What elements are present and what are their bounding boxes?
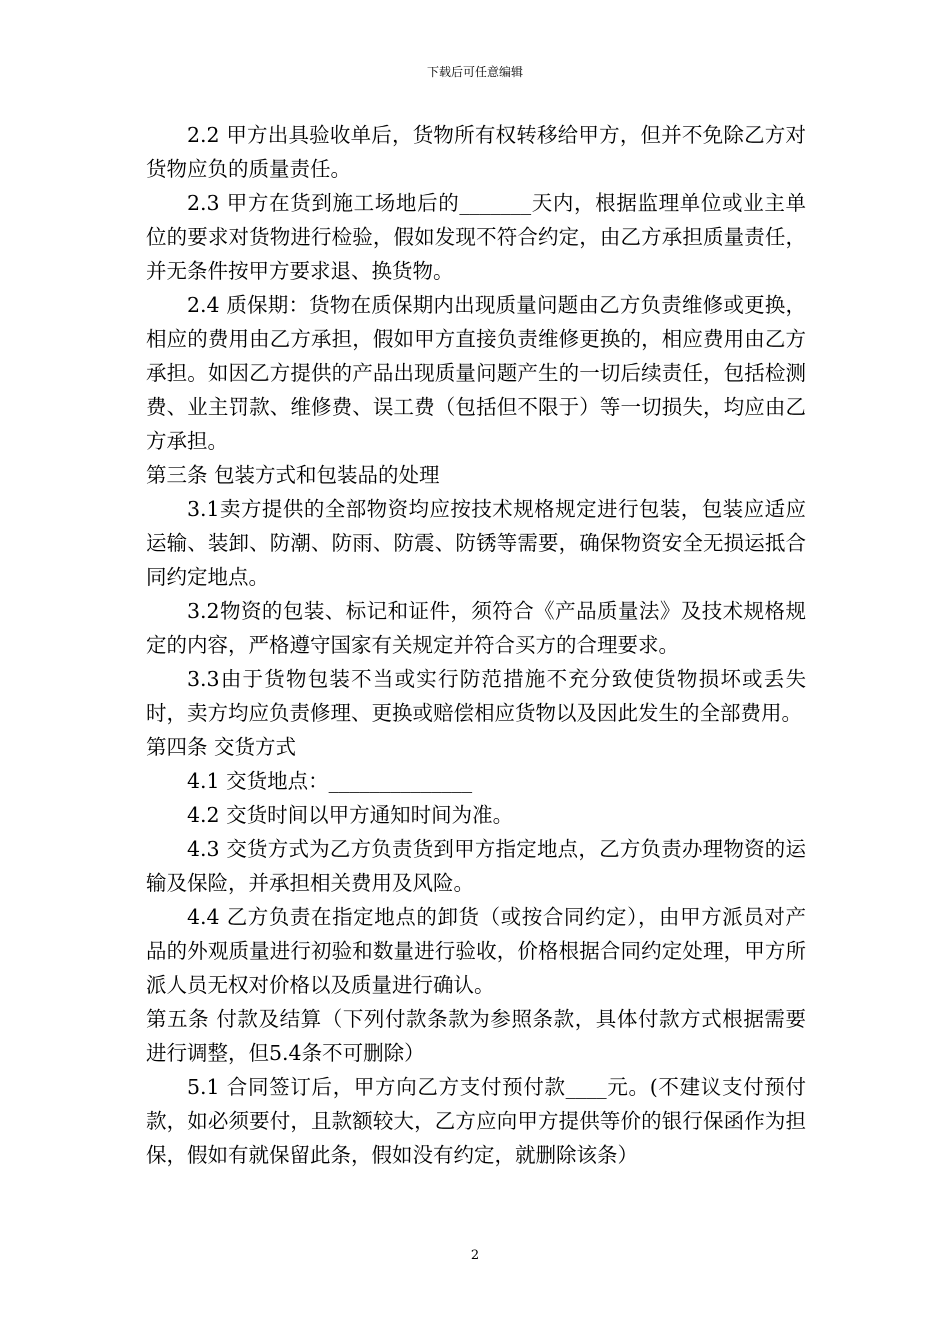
clause-4-4: 4.4 乙方负责在指定地点的卸货（或按合同约定），由甲方派员对产品的外观质量进行初验和数量进行验收，价格根据合同约定处理，甲方所派人员无权对价格以及质量进行确认。	[146, 905, 806, 997]
document-body	[146, 118, 806, 1172]
article-5-heading: 第五条 付款及结算（下列付款条款为参照条款，具体付款方式根据需要进行调整，但5.4条不可删除）	[146, 1007, 806, 1065]
article-4-heading: 第四条 交货方式	[146, 735, 297, 759]
page-number: 2	[470, 1248, 480, 1263]
page-header: 下载后可任意编辑	[426, 65, 523, 79]
clause-3-2: 3.2物资的包装、标记和证件，须符合《产品质量法》及技术规格规定的内容，严格遵守国家有关规定并符合买方的合理要求。	[146, 599, 806, 657]
clause-2-2: 2.2 甲方出具验收单后，货物所有权转移给甲方，但并不免除乙方对货物应负的质量责任。	[146, 123, 806, 181]
clause-4-1: 4.1 交货地点：______________	[187, 769, 473, 793]
clause-5-1: 5.1 合同签订后，甲方向乙方支付预付款____元。(不建议支付预付款，如必须要付，且款额较大，乙方应向甲方提供等价的银行保函作为担保，假如有就保留此条，假如没有约定，就删除该条）	[146, 1075, 806, 1167]
clause-4-3: 4.3 交货方式为乙方负责货到甲方指定地点，乙方负责办理物资的运输及保险，并承担相关费用及风险。	[146, 837, 806, 895]
article-3-heading: 第三条 包装方式和包装品的处理	[146, 463, 440, 487]
clause-3-3: 3.3由于货物包装不当或实行防范措施不充分致使货物损坏或丢失时，卖方均应负责修理、更换或赔偿相应货物以及因此发生的全部费用。	[146, 667, 806, 725]
clause-2-3: 2.3 甲方在货到施工场地后的_______天内，根据监理单位或业主单位的要求对货物进行检验，假如发现不符合约定，由乙方承担质量责任，并无条件按甲方要求退、换货物。	[146, 191, 806, 283]
clause-4-2: 4.2 交货时间以甲方通知时间为准。	[187, 803, 514, 827]
clause-2-4: 2.4 质保期：货物在质保期内出现质量问题由乙方负责维修或更换，相应的费用由乙方承担，假如甲方直接负责维修更换的，相应费用由乙方承担。如因乙方提供的产品出现质量问题产生的一切后续责任，包括检测费、业主罚款、维修费、误工费（包括但不限于）等一切损失，均应由乙方承担。	[146, 293, 806, 453]
clause-3-1: 3.1卖方提供的全部物资均应按技术规格规定进行包装，包装应适应运输、装卸、防潮、防雨、防震、防锈等需要，确保物资安全无损运抵合同约定地点。	[146, 497, 806, 589]
